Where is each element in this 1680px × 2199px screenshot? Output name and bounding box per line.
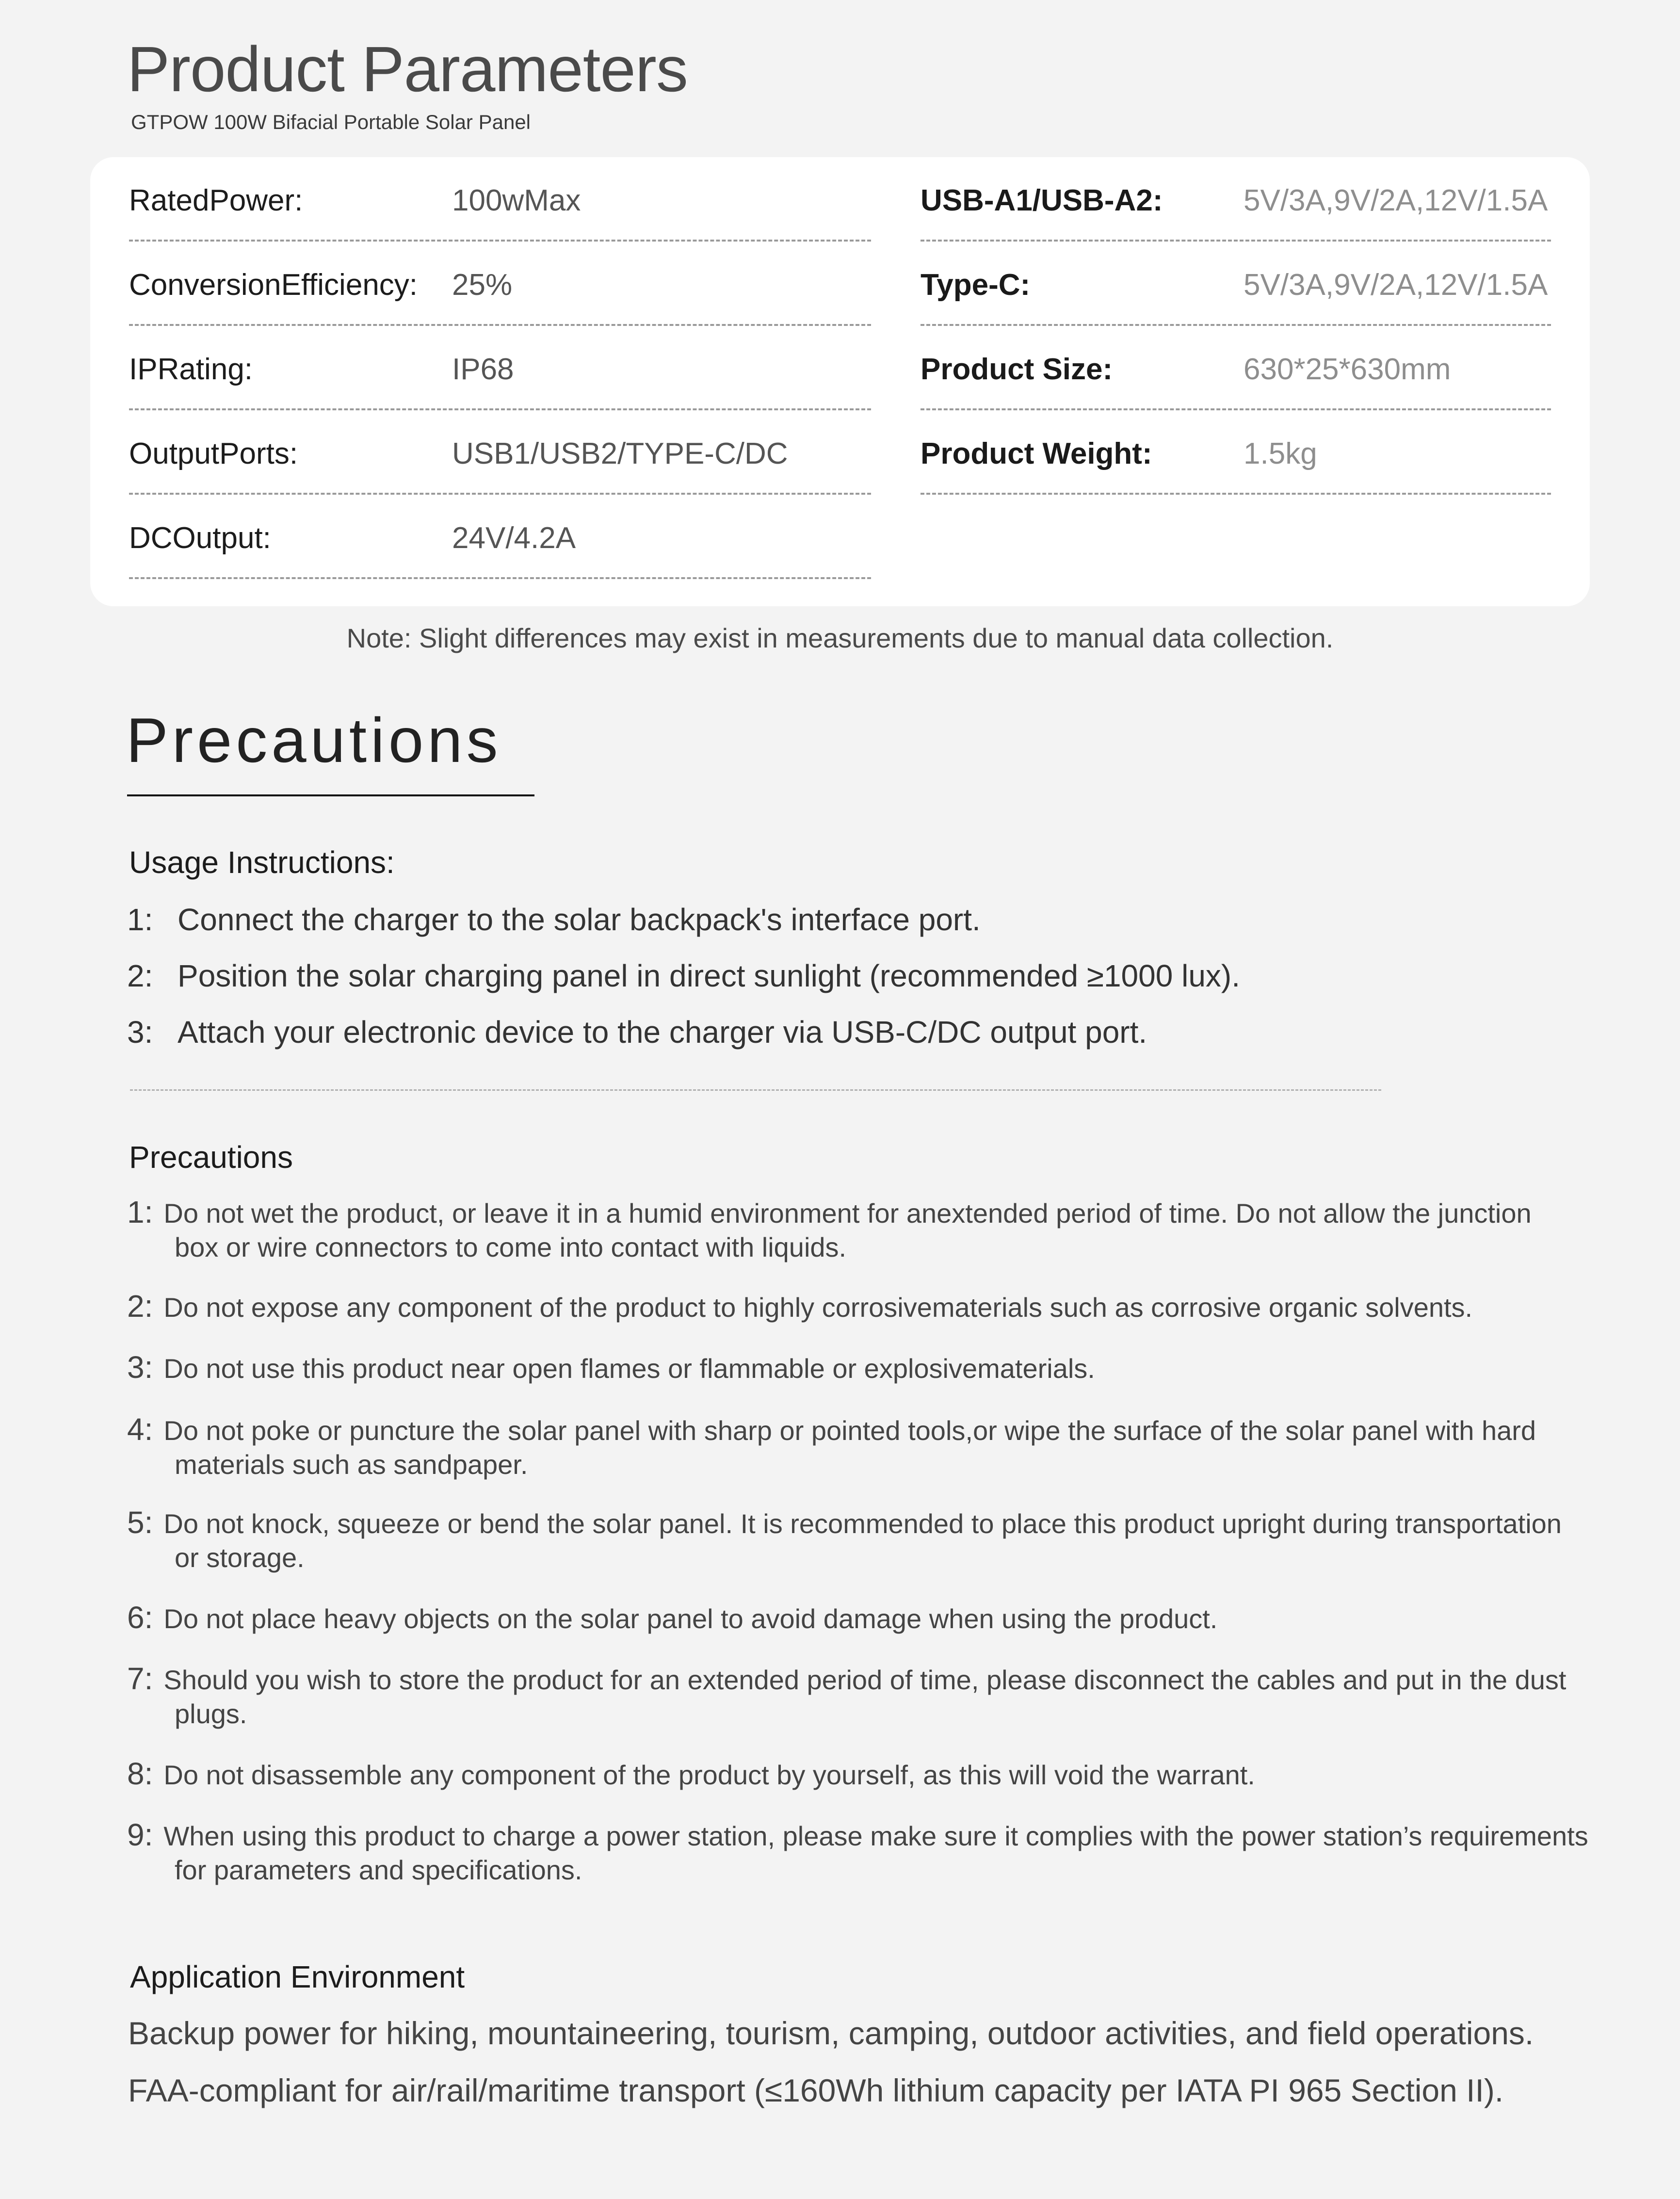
item-text: When using this product to charge a power station, please make sure it complies with the power station’s requirements — [163, 1821, 1588, 1851]
param-value: 5V/3A,9V/2A,12V/1.5A — [1244, 184, 1548, 217]
usage-item — [127, 899, 981, 940]
param-row-product-size — [921, 326, 1551, 410]
param-value: 100wMax — [452, 184, 581, 217]
item-text-continued: for parameters and specifications. — [175, 1855, 582, 1885]
item-number: 2: — [127, 1289, 153, 1324]
param-value: 630*25*630mm — [1244, 353, 1451, 386]
item-text-continued: materials such as sandpaper. — [175, 1449, 528, 1480]
precaution-item — [127, 1289, 1645, 1325]
usage-instructions-heading: Usage Instructions: — [129, 845, 395, 880]
param-value: IP68 — [452, 353, 514, 386]
item-number: 3: — [127, 1015, 153, 1050]
precaution-item — [127, 1818, 1645, 1887]
param-row-product-weight — [921, 410, 1551, 495]
item-text: Do not place heavy objects on the solar panel to avoid damage when using the product. — [163, 1603, 1218, 1634]
precaution-item — [127, 1195, 1645, 1264]
application-environment-heading: Application Environment — [130, 1959, 465, 1994]
param-row-dc-output — [129, 495, 871, 579]
page-subtitle: GTPOW 100W Bifacial Portable Solar Panel — [131, 111, 531, 133]
item-number: 2: — [127, 958, 153, 993]
param-value: 25% — [452, 268, 513, 302]
item-text: Do not disassemble any component of the product by yourself, as this will void the warrant. — [163, 1760, 1255, 1790]
parameters-card — [90, 157, 1590, 606]
item-number: 5: — [127, 1505, 153, 1540]
precaution-item — [127, 1662, 1645, 1731]
precaution-item — [127, 1350, 1645, 1386]
item-text: Should you wish to store the product for an extended period of time, please disconnect the cables and put in the dust — [163, 1665, 1567, 1695]
param-row-usb-a — [921, 157, 1551, 242]
param-value: USB1/USB2/TYPE-C/DC — [452, 437, 788, 470]
measurement-note: Note: Slight differences may exist in measurements due to manual data collection. — [346, 623, 1334, 653]
param-value: 5V/3A,9V/2A,12V/1.5A — [1244, 268, 1548, 302]
item-text: Do not use this product near open flames or flammable or explosivematerials. — [163, 1353, 1095, 1384]
application-line: FAA-compliant for air/rail/maritime transport (≤160Wh lithium capacity per IATA PI 965 Section II). — [128, 2072, 1504, 2108]
application-line: Backup power for hiking, mountaineering, tourism, camping, outdoor activities, and field operations. — [128, 2015, 1534, 2051]
param-value: 1.5kg — [1244, 437, 1317, 470]
param-row-type-c — [921, 242, 1551, 326]
item-text-continued: box or wire connectors to come into contact with liquids. — [175, 1232, 847, 1262]
param-row-ip-rating — [129, 326, 871, 410]
item-number: 9: — [127, 1817, 153, 1852]
param-label: DCOutput: — [129, 521, 271, 555]
item-number: 4: — [127, 1412, 153, 1447]
param-label: USB-A1/USB-A2: — [921, 184, 1163, 217]
section-title: Precautions — [126, 705, 502, 776]
item-number: 6: — [127, 1600, 153, 1635]
precaution-item — [127, 1757, 1645, 1792]
usage-item — [127, 955, 1240, 996]
item-text-continued: plugs. — [175, 1698, 247, 1729]
param-label: Type-C: — [921, 268, 1031, 302]
item-number: 8: — [127, 1756, 153, 1791]
item-number: 1: — [127, 902, 153, 937]
title-underline — [127, 794, 534, 796]
precaution-item — [127, 1505, 1645, 1575]
precautions-heading: Precautions — [129, 1140, 293, 1175]
item-text: Do not expose any component of the product to highly corrosivematerials such as corrosive organic solvents. — [163, 1292, 1473, 1323]
item-number: 3: — [127, 1350, 153, 1385]
item-text: Do not wet the product, or leave it in a humid environment for anextended period of time. Do not allow the junction — [163, 1198, 1532, 1229]
param-label: RatedPower: — [129, 184, 303, 217]
param-label: Product Weight: — [921, 437, 1152, 470]
usage-item — [127, 1012, 1147, 1052]
item-text: Do not knock, squeeze or bend the solar panel. It is recommended to place this product upright during transportation — [163, 1508, 1562, 1539]
item-text: Connect the charger to the solar backpack's interface port. — [178, 902, 981, 937]
item-number: 7: — [127, 1661, 153, 1696]
param-row-conversion-efficiency — [129, 242, 871, 326]
item-number: 1: — [127, 1195, 153, 1229]
param-label: OutputPorts: — [129, 437, 298, 470]
item-text: Do not poke or puncture the solar panel with sharp or pointed tools,or wipe the surface of the solar panel with hard — [163, 1415, 1536, 1446]
param-value: 24V/4.2A — [452, 521, 576, 555]
param-label: Product Size: — [921, 353, 1113, 386]
param-label: IPRating: — [129, 353, 253, 386]
precaution-item — [127, 1601, 1645, 1636]
param-row-output-ports — [129, 410, 871, 495]
item-text-continued: or storage. — [175, 1542, 305, 1573]
item-text: Attach your electronic device to the charger via USB-C/DC output port. — [178, 1015, 1147, 1050]
page-title: Product Parameters — [127, 33, 688, 105]
item-text: Position the solar charging panel in direct sunlight (recommended ≥1000 lux). — [178, 958, 1240, 993]
section-divider — [130, 1089, 1381, 1091]
precaution-item — [127, 1412, 1645, 1482]
param-label: ConversionEfficiency: — [129, 268, 418, 302]
param-row-rated-power — [129, 157, 871, 242]
